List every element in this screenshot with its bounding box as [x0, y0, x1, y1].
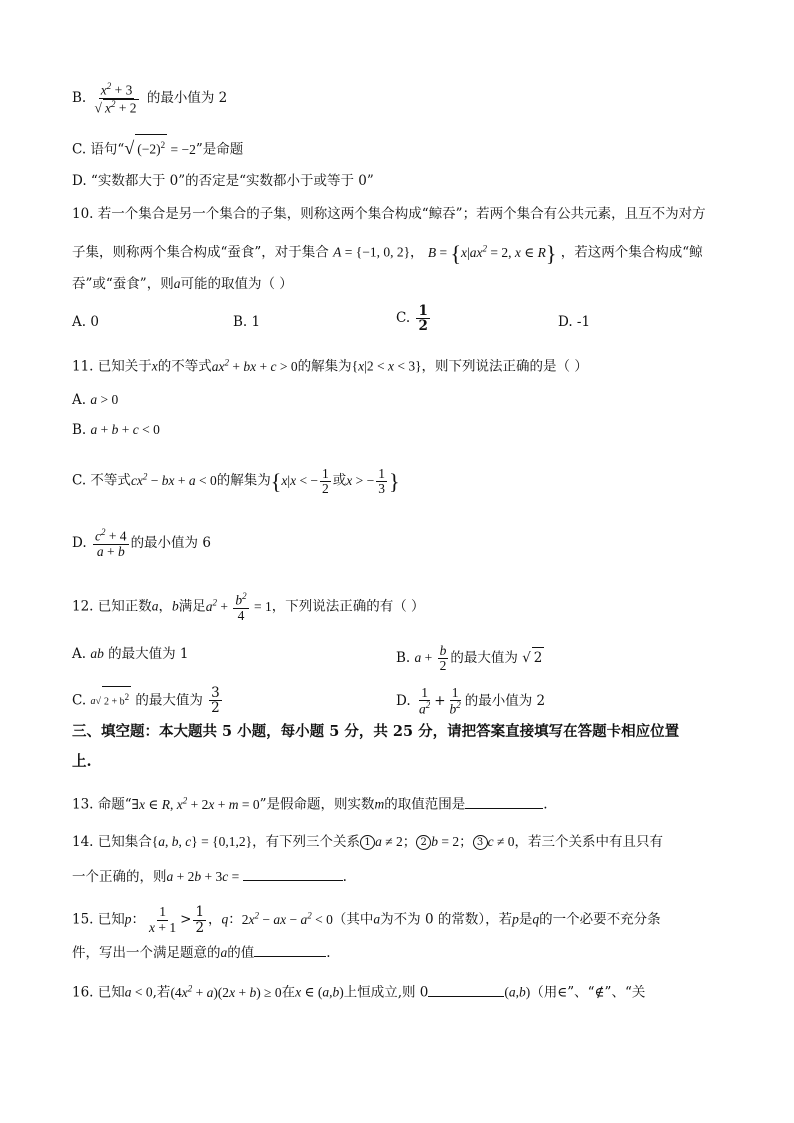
q13: 13. 命题“∃x ∈ R, $x^2 + 2x + m = 0$”是假命题，则实数m的取值范围是 . [72, 795, 548, 813]
q10-option-d: D. -1 [558, 314, 591, 330]
q11-option-b: B. a + b + c < 0 [72, 422, 160, 438]
section-3-heading-line2: 上. [72, 753, 92, 770]
q10-stem-line2: 子集，则称两个集合构成“蚕食”，对于集合 A = {−1, 0, 2}， $B = \{x|ax^2 = 2$, x ∈ R} ，若这两个集合构成“鲸 [72, 240, 703, 266]
q9-option-c: C. 语句“√ $(-2)^2 = -2$”是命题 [72, 134, 734, 160]
q13-answer-blank[interactable] [465, 794, 543, 809]
q9-c-formula: √ $(-2)^2 = -2$ [124, 142, 195, 157]
q10-stem-line1: 10. 若一个集合是另一个集合的子集，则称这两个集合构成“鲸吞”；若两个集合有公共元素，且互不为对方 [72, 206, 706, 222]
q14-answer-blank[interactable] [243, 866, 343, 881]
q10-set-b: $B = \{x|ax^2 = 2$, x ∈ R} [427, 240, 557, 266]
q14-line1: 14. 已知集合{a, b, c} = {0,1,2}，有下列三个关系 1 a ≠ 2； 2 b = 2； 3 c ≠ 0，若三个关系中有且只有 [72, 834, 664, 850]
q14-line2: 一个正确的，则a + 2b + 3c = . [72, 866, 734, 887]
q10-option-b: B. 1 [233, 314, 261, 330]
q10-option-a: A. 0 [72, 314, 99, 330]
q9-option-d: D. “实数都大于 0”的否定是“实数都小于或等于 0” [72, 173, 374, 189]
q10-stem-line3: 吞”或“蚕食”，则a可能的取值为（ ） [72, 276, 293, 292]
q16-answer-blank[interactable] [428, 982, 504, 997]
q10-option-c: C. $\frac{1}{2}$ [396, 303, 428, 335]
q9-b-fraction: $\frac{x^2 + 3}{√ x^2 + 2}$ [94, 81, 137, 116]
q12-option-a: A. ab 的最大值为 1 [72, 646, 189, 662]
q11-stem: 11. 已知关于x的不等式$ax^2$ + bx + c > 0的解集为{x|2 < x < 3}，则下列说法正确的是（ ） [72, 357, 588, 375]
q15-line1: 15. 已知p： $\frac{1}{x + 1}$ > $\frac{1}{2}$ ，q：$2x^2$ − ax − $a^2 < 0$（其中a为不为 0 的常数），若p是q的一个必要不充分条 [72, 904, 661, 936]
q15-line2: 件，写出一个满足题意的a的值 . [72, 942, 734, 963]
q12-stem: 12. 已知正数a，b满足$a^2$ + $\frac{b^2}{4}$ = 1，下列说法正确的有（ ） [72, 591, 425, 623]
q12-option-c: C. a√ $2 + b^2$ 的最大值为 $\frac{3}{2}$ [72, 685, 220, 717]
q11-option-c: C. 不等式$cx^2$ − bx + a < 0的解集为{x|x < − $\frac{1}{2}$ 或x > − $\frac{1}{3}$ } [72, 465, 400, 496]
section-3-heading-line1: 三、填空题：本大题共 5 小题，每小题 5 分，共 25 分，请把答案直接填写在答题卡相应位置 [72, 723, 680, 740]
q15-answer-blank[interactable] [254, 942, 326, 957]
q10-set-a: A = {−1, 0, 2} [333, 244, 411, 260]
q12-option-d: D. $\frac{1}{a^2}$ + $\frac{1}{b^2}$ 的最小值为 2 [396, 685, 546, 717]
q12-option-b: B. a + $\frac{b}{2}$ 的最大值为 √ 2 [396, 643, 543, 674]
q16: 16. 已知a < 0,若$(4x^2 + a)(2x + b) \ge 0$在x ∈ (a,b)上恒成立,则 0 (a,b)（用∈”、“∉”、“关 [72, 983, 646, 1001]
q9-option-b: B. $\frac{x^2 + 3}{√ x^2 + 2}$ 的最小值为 2 [72, 81, 228, 116]
q11-option-d: D. $\frac{c^2 + 4}{a + b}$ 的最小值为 6 [72, 527, 211, 559]
q11-option-a: A. a > 0 [72, 392, 119, 408]
